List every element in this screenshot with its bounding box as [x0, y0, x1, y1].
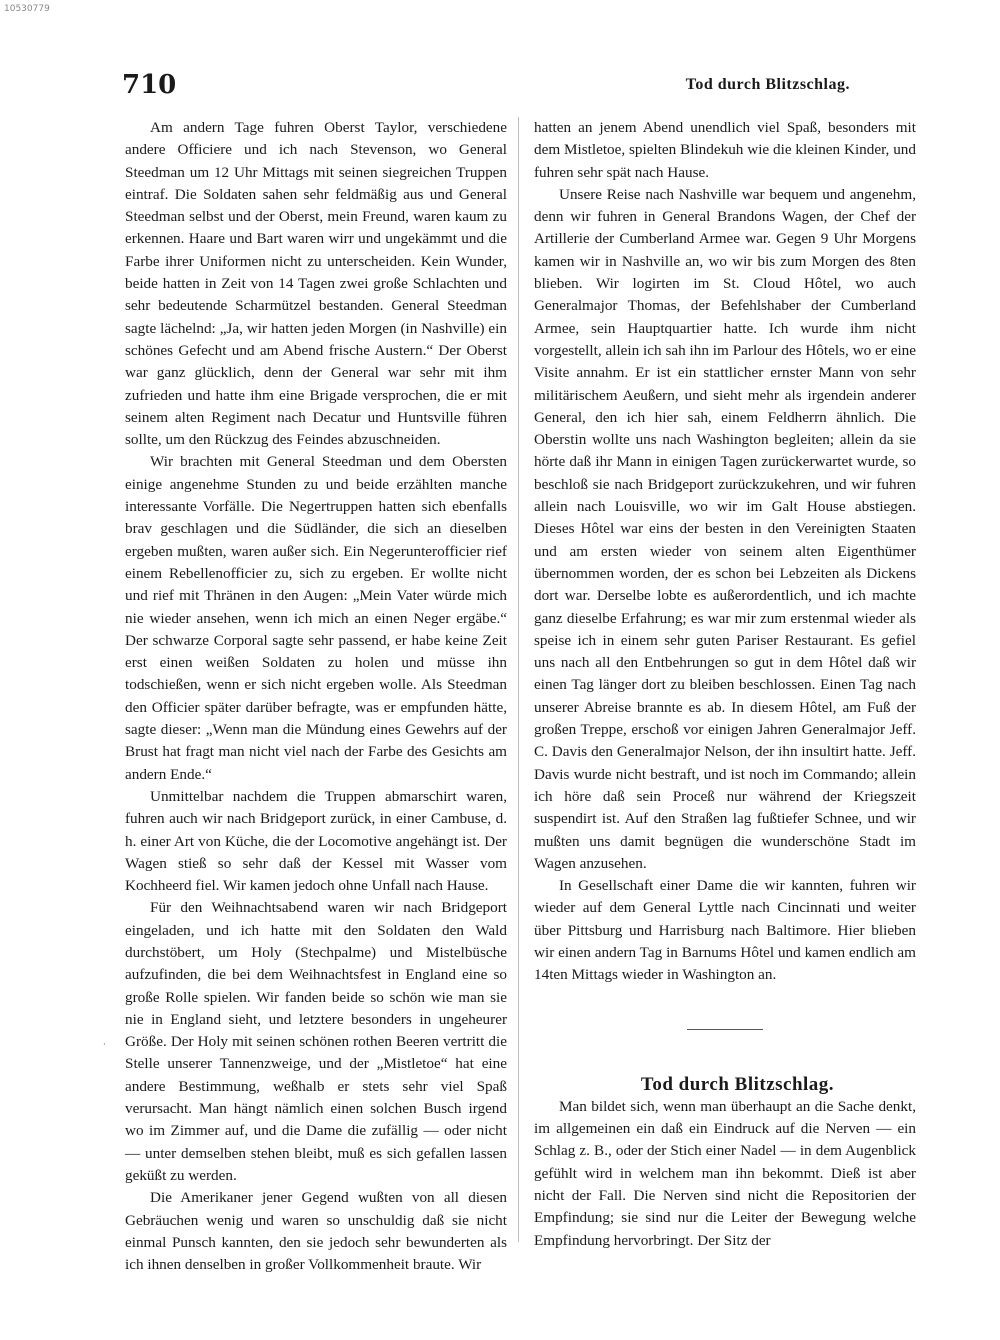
- left-column: [125, 117, 507, 1276]
- margin-mark: ·: [103, 1040, 106, 1050]
- paragraph: In Gesellschaft einer Dame die wir kannten, fuhren wir wieder auf dem General Lyttle nach Cincinnati und weiter über Pittsburg und Harrisburg nach Baltimore. Hier blieben wir einen andern Tag in Barnums Hôtel und kamen endlich am 14ten Mittags wieder in Washington an.: [534, 877, 916, 984]
- article-title: Tod durch Blitzschlag.: [640, 1073, 835, 1095]
- paragraph: Wir brachten mit General Steedman und dem Obersten einige angenehme Stunden zu und beide erzählten manche interessante Vorfälle. Die Negertruppen hatten sich ebenfalls brav geschlagen und die Südländer, die sich an dieselben ergeben mußten, waren außer sich. Ein Negerunterofficier rief einem Rebellenofficier zu, sich zu ergeben. Er wollte nicht und rief mit Thränen in den Augen: „Mein Vater würde mich nie wieder ansehen, wenn ich mich an einen Neger ergäbe.“ Der schwarze Corporal sagte sehr passend, er habe keine Zeit erst einen weißen Soldaten zu holen und müsse ihn todschießen, wenn er sich nicht ergeben wolle. Als Steedman den Officier später darüber befragte, was er empfunden hätte, sagte dieser: „Wenn man die Mündung eines Gewehrs auf der Brust hat fragt man nicht viel nach der Farbe des Gesichts am andern Ende.“: [125, 453, 507, 783]
- paragraph: Man bildet sich, wenn man überhaupt an die Sache denkt, im allgemeinen ein daß ein Eindruck auf die Nerven — ein Schlag z. B., oder der Stich einer Nadel — in dem Augenblick gefühlt wird in welchem man ihn bekommt. Dieß ist aber nicht der Fall. Die Nerven sind nicht die Repositorien der Empfindung; sie sind nur die Leiter der Bewegung welche Empfindung hervorbringt. Der Sitz der: [534, 1097, 916, 1249]
- paragraph: Für den Weihnachtsabend waren wir nach Bridgeport eingeladen, und ich hatte mit den Soldaten den Wald durchstöbert, um Holy (Stechpalme) und Mistelbüsche aufzufinden, die bei dem Weihnachtsfest in England eine so große Rolle spielen. Wir fanden beide so schön wie man sie nie in England sieht, und letztere besonders in ungeheurer Größe. Der Holy mit seinen schönen rothen Beeren vertritt die Stelle unserer Tannenzweige, und der „Mistletoe“ hat eine andere Bestimmung, weßhalb er stets sehr viel Spaß verursacht. Man hängt nämlich einen solchen Busch irgend wo im Zimmer auf, und die Dame die zufällig — oder nicht — unter demselben stehen bleibt, muß es sich gefallen lassen geküßt zu werden.: [125, 899, 507, 1184]
- page-number: 710: [122, 70, 177, 100]
- column-divider: [518, 117, 519, 1242]
- paragraph: Unsere Reise nach Nashville war bequem und angenehm, denn wir fuhren in General Brandons Wagen, der Chef der Artillerie der Cumberland Armee war. Gegen 9 Uhr Morgens kamen wir in Nashville an, wo wir bis zum Morgen des 8ten blieben. Wir logirten im St. Cloud Hôtel, wo auch Generalmajor Thomas, der Befehlshaber der Cumberland Armee, sein Hauptquartier hatte. Ich wurde ihm nicht vorgestellt, allein ich sah ihn im Parlour des Hôtels, wo er eine Visite annahm. Er ist ein stattlicher ernster Mann von sehr militärischem Aeußern, und sieht mehr als irgendein anderer General, den ich hier sah, einem Feldherrn ähnlich. Die Oberstin wollte uns nach Washington begleiten; allein da sie hörte daß ihr Mann in einigen Tagen zurückerwartet wurde, so beschloß sie nach Bridgeport zurückzukehren, und wir fuhren allein nach Louisville, wo wir im Galt House abstiegen. Dieses Hôtel war eins der besten in den Vereinigten Staaten und am ersten wieder von seinem alten Eigenthümer übernommen worden, der es schon bei Lebzeiten als Dickens dort war. Derselbe lobte es außerordentlich, und ich machte ganz dieselbe Erfahrung; es war mir zum erstenmal wieder als speise ich in einem sehr guten Pariser Restaurant. Es gefiel uns nach all den Entbehrungen so gut in dem Hôtel daß wir einen Tag länger dort zu bleiben beschlossen. Einen Tag nach unserer Abreise brannte es ab. In diesem Hôtel, am Fuß der großen Treppe, erschoß vor einigen Jahren Generalmajor Jeff. C. Davis den Generalmajor Nelson, der ihn insultirt hatte. Jeff. Davis wurde nicht bestraft, und ist noch im Commando; allein ich höre daß sein Proceß nur während der Kriegszeit suspendirt ist. Auf den Straßen lag fußtiefer Schnee, und wir mußten uns damit begnügen die wunderschöne Stadt im Wagen anzusehen.: [534, 185, 916, 872]
- right-column: [534, 117, 916, 1252]
- section-divider: [687, 1029, 763, 1030]
- running-head: Tod durch Blitzschlag.: [685, 76, 850, 93]
- paragraph: Unmittelbar nachdem die Truppen abmarschirt waren, fuhren auch wir nach Bridgeport zurück, in einer Cambuse, d. h. einer Art von Küche, die der Locomotive angehängt ist. Der Wagen stieß so sehr daß der Kessel mit Wasser vom Kochheerd fiel. Wir kamen jedoch ohne Unfall nach Hause.: [125, 787, 507, 895]
- scan-id: 10530779: [4, 4, 50, 14]
- paragraph: Am andern Tage fuhren Oberst Taylor, verschiedene andere Officiere und ich nach Stevenson, wo General Steedman um 12 Uhr Mittags mit seinen siegreichen Truppen eintraf. Die Soldaten sahen sehr feldmäßig aus und General Steedman selbst und der Oberst, mein Freund, waren kaum zu erkennen. Haare und Bart waren wirr und ungekämmt und die Farbe ihrer Uniformen nicht zu unterscheiden. Kein Wunder, beide hatten in Zeit von 14 Tagen zwei große Schlachten und sehr bedeutende Scharmützel bestanden. General Steedman sagte lächelnd: „Ja, wir hatten jeden Morgen (in Nashville) ein schönes Gefecht und am Abend frische Austern.“ Der Oberst war ganz glücklich, denn der General war sehr mit ihm zufrieden und hatte ihm eine Brigade versprochen, die er mit seinem alten Regiment nach Decatur und Huntsville führen sollte, um den Rückzug des Feindes abzuschneiden.: [125, 119, 507, 449]
- paragraph: Die Amerikaner jener Gegend wußten von all diesen Gebräuchen wenig und waren so unschuldig daß sie nicht einmal Punsch kannten, den sie jedoch sehr bewunderten als ich ihnen denselben in großer Vollkommenheit braute. Wir: [125, 1189, 507, 1274]
- paragraph-continuation: hatten an jenem Abend unendlich viel Spaß, besonders mit dem Mistletoe, spielten Blindekuh wie die kleinen Kinder, und fuhren sehr spät nach Hause.: [534, 119, 916, 181]
